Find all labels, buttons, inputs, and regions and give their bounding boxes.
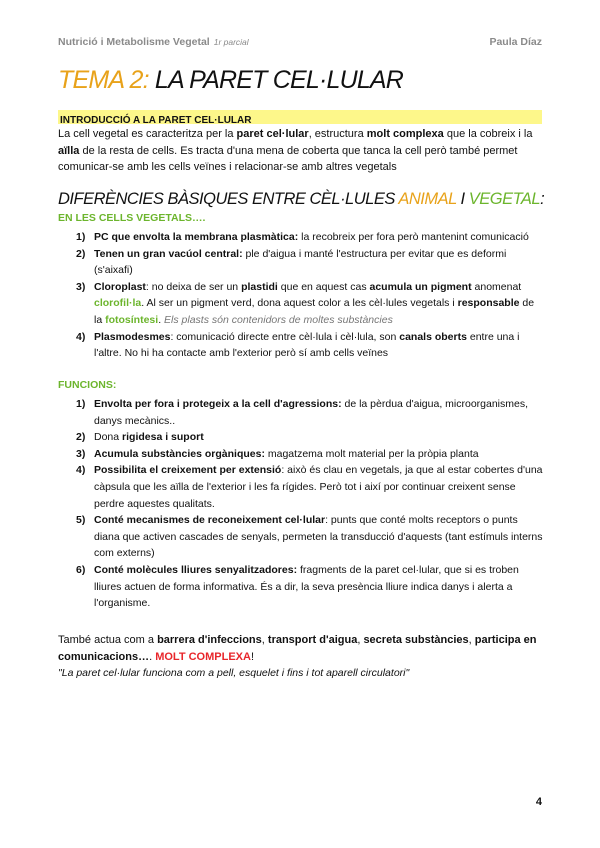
item-bold: canals oberts xyxy=(399,330,467,343)
intro-paragraph xyxy=(58,126,544,176)
closing-bold: secreta substàncies xyxy=(363,634,469,646)
item-bold: Plasmodesmes xyxy=(94,330,171,343)
heading-text: I xyxy=(456,190,469,208)
item-bold: Acumula substàncies orgàniques: xyxy=(94,447,265,460)
item-number: 1) xyxy=(76,231,86,243)
item-number: 1) xyxy=(76,398,86,410)
closing-text: , xyxy=(468,634,475,646)
intro-text: que la cobreix i la xyxy=(443,128,533,140)
list-item xyxy=(78,229,544,246)
item-bold: Cloroplast xyxy=(94,280,146,293)
intro-bold: molt complexa xyxy=(366,128,444,140)
title-number: TEMA 2: xyxy=(58,66,149,94)
intro-text: de la resta de cells. Es tracta d'una mena de coberta que tanca la cell però també permet comunicar-se amb les cells veïnes i relacionar-se amb altres vegetals xyxy=(58,144,518,174)
item-text: : això és clau en vegetals, ja que al estar cobertes d'una càpsula que les aïlla de l'exterior i les fa rígides. Però tot i així por continuar creixent sense perdre aquestes qualitats. xyxy=(94,464,543,510)
closing-emphasis: MOLT COMPLEXA xyxy=(155,650,251,663)
item-text: ple d'aigua i manté l'estructura per evitar que es deformi (s'aixafi) xyxy=(94,247,507,277)
closing-line xyxy=(58,632,544,665)
list-item xyxy=(78,562,544,612)
list-item xyxy=(78,429,544,446)
list-item xyxy=(78,279,544,329)
closing-bold: transport d'aigua xyxy=(267,634,358,646)
page-header xyxy=(58,36,542,48)
item-bold: Possibilita el creixement per extensió xyxy=(94,464,282,477)
item-text: : punts que conté molts receptors o punts diana que activen cascades de senyals, permeten la transducció d'aquests (tant estímuls interns com externs) xyxy=(94,514,543,560)
heading-text: DIFERÈNCIES BÀSIQUES ENTRE CÈL·LULES xyxy=(58,190,399,208)
heading-text: : xyxy=(540,190,545,208)
heading-vegetal: VEGETAL xyxy=(468,190,541,208)
item-text: : no deixa de ser un xyxy=(145,280,242,293)
list-item xyxy=(78,462,544,512)
intro-text: La cell vegetal es caracteritza per la xyxy=(58,128,237,140)
item-number: 4) xyxy=(76,330,86,343)
intro-bold: aïlla xyxy=(58,144,80,157)
intro-heading: INTRODUCCIÓ A LA PARET CEL·LULAR xyxy=(60,115,252,126)
functions-subheading: FUNCIONS: xyxy=(58,379,117,391)
closing-bold: participa en comunicacions… xyxy=(58,634,537,663)
item-text: . xyxy=(158,313,165,326)
item-text: Dona xyxy=(94,431,123,444)
closing-paragraph xyxy=(58,632,544,682)
item-text: que en aquest cas xyxy=(277,280,370,293)
item-text: fragments de la paret cel·lular, que si es troben lliures actuen de forma informativa. És a dir, la seva presència lliure indica danys i alerta a l'organisme. xyxy=(94,563,519,610)
item-number: 2) xyxy=(76,431,86,444)
course-title: Nutrició i Metabolisme Vegetal xyxy=(58,36,210,48)
term-label: 1r parcial xyxy=(213,37,249,47)
item-green-term: clorofil·la xyxy=(94,297,142,310)
intro-heading-highlight xyxy=(58,110,542,124)
page-title xyxy=(58,66,403,95)
functions-list xyxy=(78,396,544,612)
title-name: LA PARET CEL·LULAR xyxy=(154,66,404,94)
item-bold: Conté mecanismes de reconeixement cel·lular xyxy=(94,514,326,527)
closing-text: , xyxy=(357,634,364,646)
differences-list xyxy=(78,229,544,362)
intro-text: , estructura xyxy=(308,128,367,140)
item-number: 3) xyxy=(76,280,86,293)
item-text: entre una i l'altre. No hi ha contacte amb l'exterior però sí amb cells veïnes xyxy=(94,330,520,360)
item-bold: PC que envolta la membrana plasmàtica: xyxy=(94,231,299,243)
item-bold: rigidesa i suport xyxy=(122,431,204,444)
item-number: 3) xyxy=(76,447,86,460)
item-text: de la xyxy=(94,297,535,326)
closing-text: , xyxy=(261,634,268,646)
item-number: 2) xyxy=(76,247,86,260)
vegetal-cells-subheading: EN LES CELLS VEGETALS…. xyxy=(58,212,206,224)
item-text: de la pèrdua d'aigua, microorganismes, danys mecànics.. xyxy=(94,398,529,427)
item-bold: Conté molècules lliures senyalitzadores: xyxy=(94,563,298,576)
closing-text: . xyxy=(149,650,156,663)
page-number: 4 xyxy=(535,796,542,808)
item-number: 5) xyxy=(76,514,86,527)
item-number: 6) xyxy=(76,563,86,576)
item-text: magatzema molt material per la pròpia planta xyxy=(264,447,479,460)
closing-text: ! xyxy=(250,650,254,663)
list-item xyxy=(78,446,544,463)
list-item xyxy=(78,512,544,562)
item-bold: responsable xyxy=(457,297,520,310)
item-green-term: fotosíntesi xyxy=(105,313,159,326)
item-text: la recobreix per fora però mantenint comunicació xyxy=(298,231,529,243)
list-item xyxy=(78,396,544,429)
item-bold: acumula un pigment xyxy=(369,280,472,293)
heading-animal: ANIMAL xyxy=(398,190,457,208)
closing-quote: "La paret cel·lular funciona com a pell, esquelet i fins i tot aparell circulatori" xyxy=(58,667,410,680)
differences-heading xyxy=(58,190,544,209)
intro-bold: paret cel·lular xyxy=(236,128,309,140)
list-item xyxy=(78,246,544,279)
item-bold: Envolta per fora i protegeix a la cell d'agressions: xyxy=(94,398,342,410)
item-note: Els plasts són contenidors de moltes substàncies xyxy=(164,313,393,326)
item-text: anomenat xyxy=(471,280,522,293)
closing-bold: barrera d'infeccions xyxy=(157,634,262,646)
item-text: : comunicació directe entre cèl·lula i cèl·lula, son xyxy=(170,330,400,343)
author-name: Paula Díaz xyxy=(489,36,542,48)
item-bold: plastidi xyxy=(241,280,278,293)
item-bold: Tenen un gran vacúol central: xyxy=(94,247,243,260)
item-text: . Al ser un pigment verd, dona aquest color a les cèl·lules vegetals i xyxy=(141,297,458,310)
list-item xyxy=(78,329,544,362)
closing-text: També actua com a xyxy=(58,634,158,646)
item-number: 4) xyxy=(76,464,86,477)
